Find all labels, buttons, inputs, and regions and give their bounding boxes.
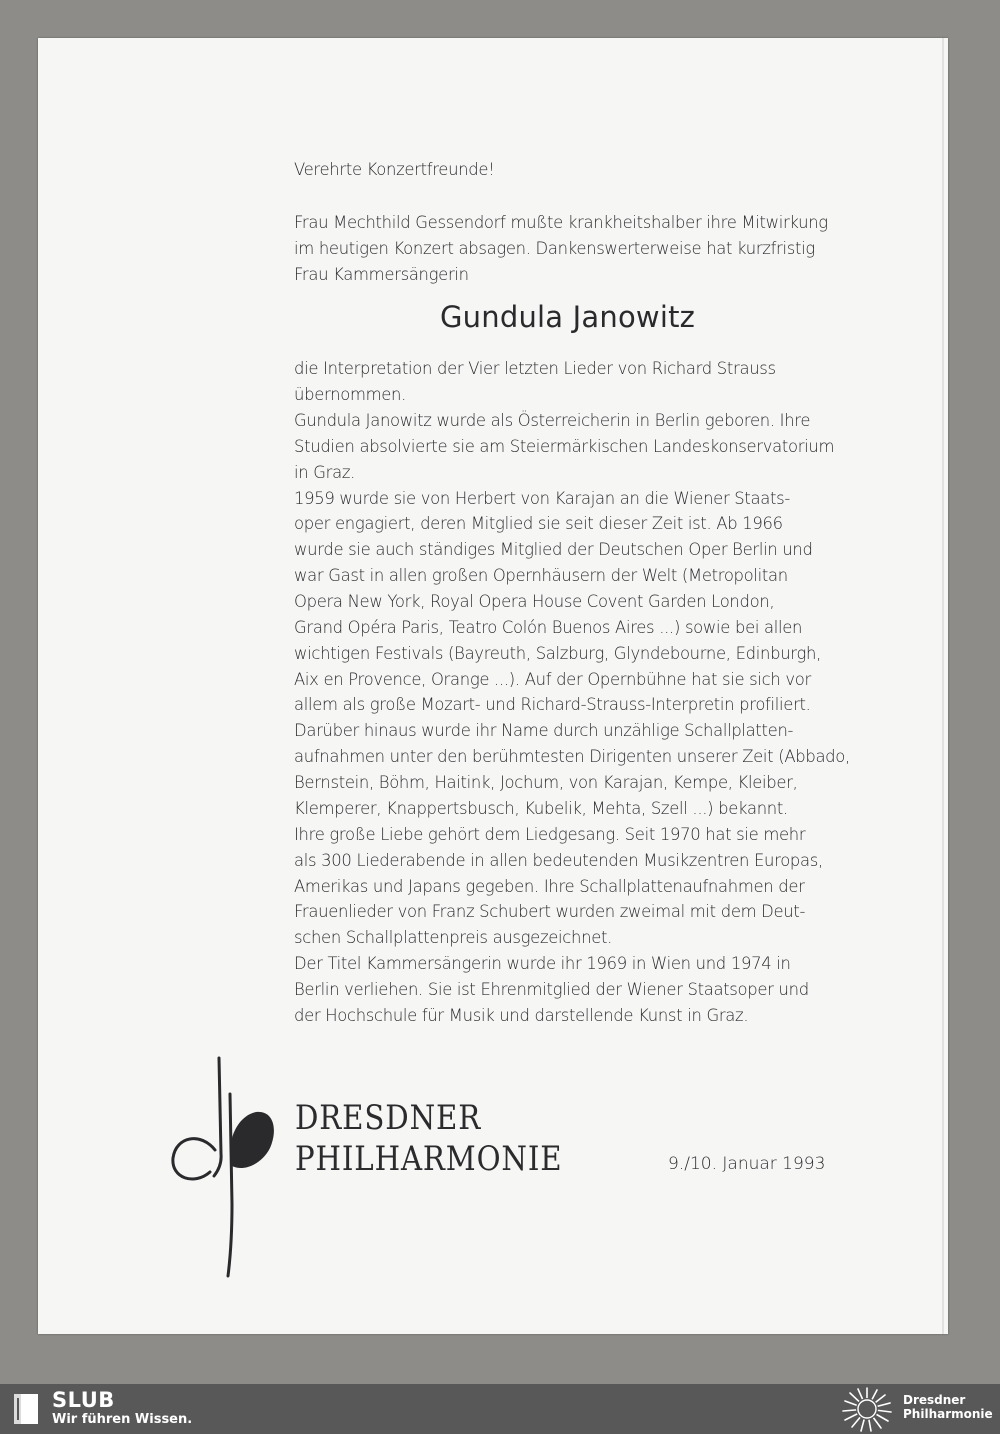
body-line: übernommen.	[294, 385, 407, 404]
organization-name-line1: DRESDNER	[295, 1098, 482, 1138]
intro-line: Frau Mechthild Gessendorf mußte krankheitshalber ihre Mitwirkung	[294, 213, 828, 232]
body-line: Studien absolvierte sie am Steiermärkischen Landeskonservatorium	[294, 437, 835, 456]
body-line: Frauenlieder von Franz Schubert wurden zweimal mit dem Deut-	[294, 902, 806, 921]
body-line: Bernstein, Böhm, Haitink, Jochum, von Karajan, Kempe, Kleiber,	[294, 773, 798, 792]
body-line: Der Titel Kammersängerin wurde ihr 1969 in Wien und 1974 in	[294, 954, 791, 973]
body-line: Gundula Janowitz wurde als Österreicherin in Berlin geboren. Ihre	[294, 411, 811, 430]
body-line: Aix en Provence, Orange ...). Auf der Opernbühne hat sie sich vor	[294, 670, 811, 689]
body-line: schen Schallplattenpreis ausgezeichnet.	[294, 928, 613, 947]
body-line: Ihre große Liebe gehört dem Liedgesang. Seit 1970 hat sie mehr	[294, 825, 806, 844]
singer-name-title: Gundula Janowitz	[440, 300, 696, 334]
partner-name	[903, 1393, 993, 1421]
body-line: aufnahmen unter den berühmtesten Dirigenten unserer Zeit (Abbado,	[294, 747, 850, 766]
body-line: wichtigen Festivals (Bayreuth, Salzburg, Glyndebourne, Edinburgh,	[294, 644, 821, 663]
intro-line: Frau Kammersängerin	[294, 265, 469, 284]
body-line: 1959 wurde sie von Herbert von Karajan an die Wiener Staats-	[294, 489, 791, 508]
body-line: Opera New York, Royal Opera House Covent Garden London,	[294, 592, 775, 611]
sunburst-logo-icon	[840, 1386, 894, 1432]
body-line: Klemperer, Knappertsbusch, Kubelik, Mehta, Szell ...) bekannt.	[294, 799, 788, 818]
body-line: die Interpretation der Vier letzten Lieder von Richard Strauss	[294, 359, 776, 378]
concert-date: 9./10. Januar 1993	[668, 1154, 826, 1174]
dp-monogram-icon	[166, 1054, 286, 1280]
body-line: in Graz.	[294, 463, 356, 482]
partner-name-line1: Dresdner	[903, 1393, 966, 1407]
organization-wordmark	[295, 1098, 562, 1180]
organization-name-line2: PHILHARMONIE	[295, 1139, 563, 1179]
body-line: Berlin verliehen. Sie ist Ehrenmitglied der Wiener Staatsoper und	[294, 980, 809, 999]
body-line: wurde sie auch ständiges Mitglied der Deutschen Oper Berlin und	[294, 540, 813, 559]
greeting: Verehrte Konzertfreunde!	[294, 160, 495, 179]
intro-line: im heutigen Konzert absagen. Dankenswerterweise hat kurzfristig	[294, 239, 815, 258]
footer-bar	[0, 1384, 1000, 1434]
body-line: der Hochschule für Musik und darstellende Kunst in Graz.	[294, 1006, 749, 1025]
partner-name-line2: Philharmonie	[903, 1407, 993, 1421]
slub-name: SLUB	[52, 1388, 115, 1412]
page-edge	[942, 38, 944, 1334]
body-line: oper engagiert, deren Mitglied sie seit dieser Zeit ist. Ab 1966	[294, 514, 783, 533]
slub-tagline: Wir führen Wissen.	[52, 1412, 193, 1427]
body-line: allem als große Mozart- und Richard-Strauss-Interpretin profiliert.	[294, 695, 811, 714]
body-line: Amerikas und Japans gegeben. Ihre Schallplattenaufnahmen der	[294, 877, 805, 896]
body-line: war Gast in allen großen Opernhäusern der Welt (Metropolitan	[294, 566, 788, 585]
body-line: Grand Opéra Paris, Teatro Colón Buenos Aires ...) sowie bei allen	[294, 618, 803, 637]
book-icon	[12, 1390, 40, 1428]
body-line: Darüber hinaus wurde ihr Name durch unzählige Schallplatten-	[294, 721, 794, 740]
body-line: als 300 Liederabende in allen bedeutenden Musikzentren Europas,	[294, 851, 823, 870]
